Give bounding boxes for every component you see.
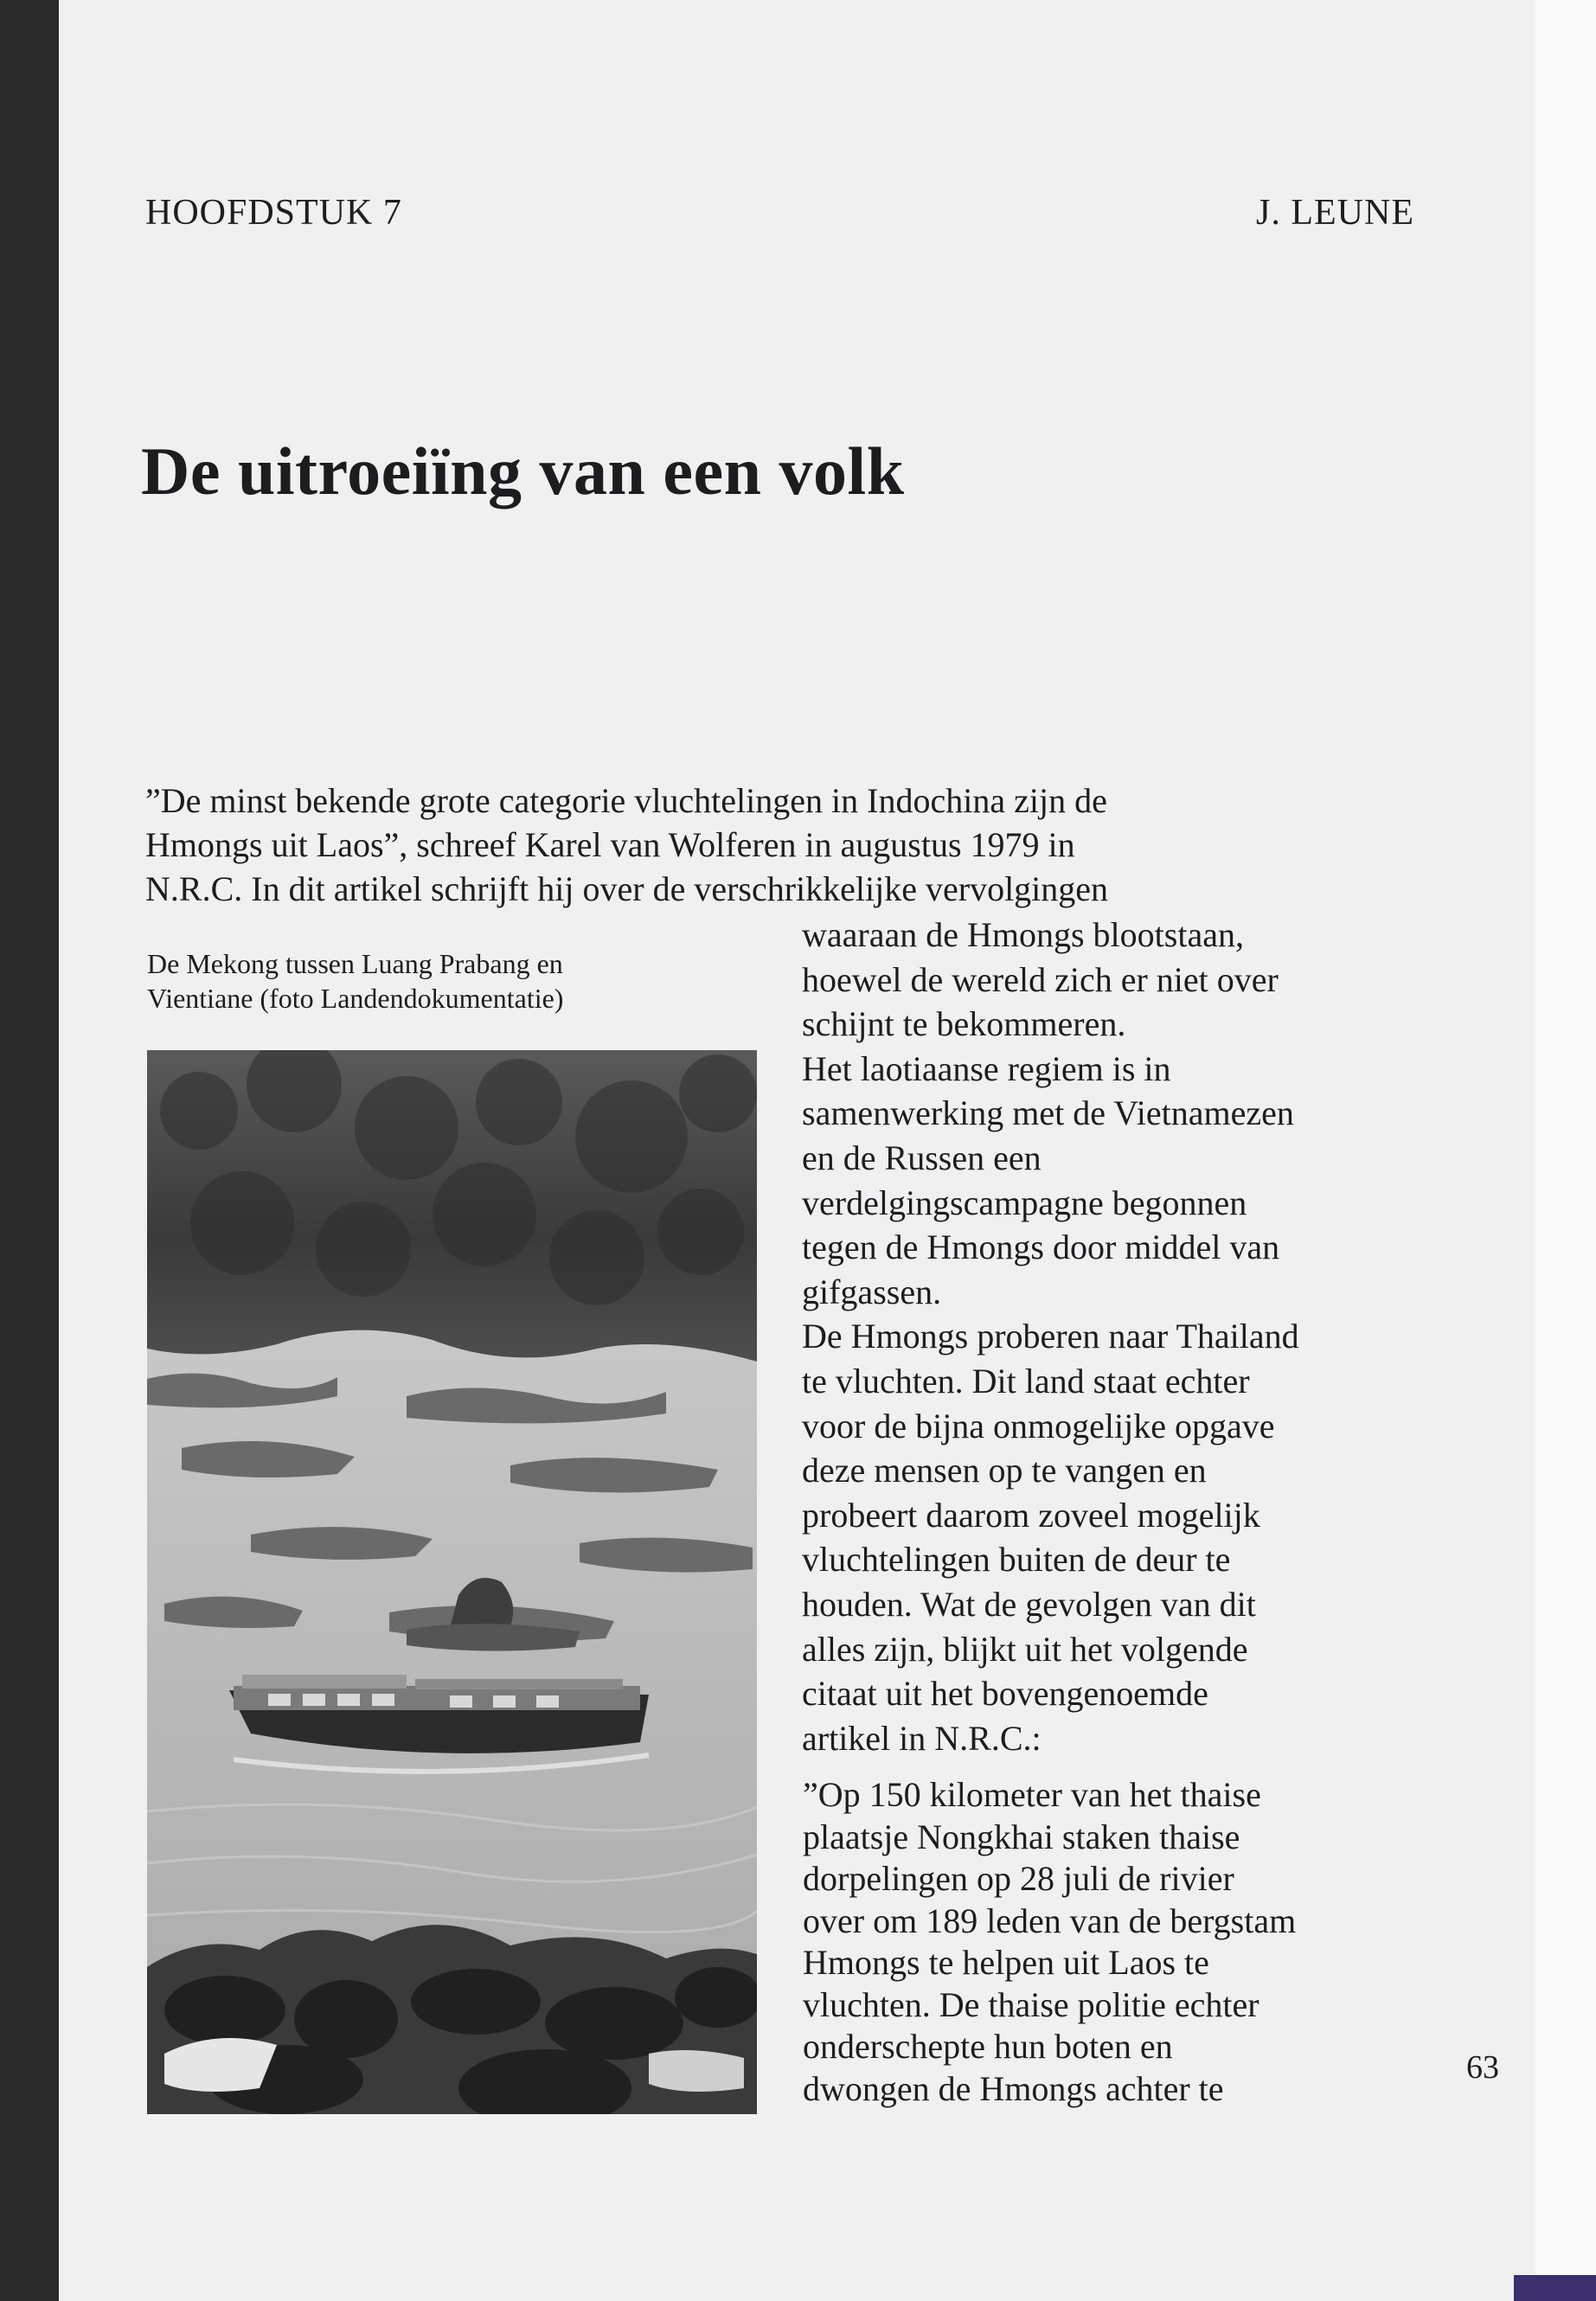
body-line: vluchtelingen buiten de deur te [802,1540,1231,1580]
intro-line: N.R.C. In dit artikel schrijft hij over de verschrikkelijke vervolgingen [145,869,1109,908]
quote-line: onderschepte hun boten en [803,2027,1173,2066]
body-line: voor de bijna onmogelijke opgave [802,1406,1275,1445]
page-number: 63 [1466,2049,1499,2086]
body-line: hoewel de wereld zich er niet over [802,959,1279,999]
book-page [59,0,1535,2301]
article-title: De uitroeiïng van een volk [141,433,905,509]
intro-line: ”De minst bekende grote categorie vluchtelingen in Indochina zijn de [145,781,1107,820]
body-line: artikel in N.R.C.: [802,1718,1042,1758]
body-line: tegen de Hmongs door middel van [802,1227,1280,1267]
quote-line: vluchten. De thaise politie echter [803,1984,1259,2024]
body-line: De Hmongs proberen naar Thailand [802,1317,1299,1356]
quote-line: over om 189 leden van de bergstam [803,1900,1297,1940]
quote-line: dorpelingen op 28 juli de rivier [803,1859,1234,1898]
page-edge [1535,0,1596,2301]
body-line: alles zijn, blijkt uit het volgende [802,1629,1248,1669]
body-line: verdelgingscampagne begonnen [802,1183,1247,1222]
quote-line: plaatsje Nongkhai staken thaise [803,1817,1240,1856]
caption-line: Vientiane (foto Landendokumentatie) [147,983,564,1014]
body-line: citaat uit het bovengenoemde [802,1674,1208,1714]
photo-caption [147,946,563,1016]
mekong-river-photo [147,1050,757,2114]
quote-paragraph [803,1774,1512,2110]
quote-line: dwongen de Hmongs achter te [803,2068,1224,2108]
body-line: probeert daarom zoveel mogelijk [802,1495,1260,1535]
body-line: waaraan de Hmongs blootstaan, [802,915,1244,954]
quote-line: Hmongs te helpen uit Laos te [803,1943,1209,1982]
intro-line: Hmongs uit Laos”, schreef Karel van Wolferen in augustus 1979 in [145,825,1075,864]
body-line: te vluchten. Dit land staat echter [802,1361,1250,1400]
body-line: samenwerking met de Vietnamezen [802,1093,1294,1133]
body-line: Het laotiaanse regiem is in [802,1048,1171,1088]
quote-line: ”Op 150 kilometer van het thaise [803,1775,1261,1814]
book-cover-edge [1514,2275,1596,2301]
author-header: J. LEUNE [1256,193,1414,233]
body-line: houden. Wat de gevolgen van dit [802,1584,1256,1624]
caption-line: De Mekong tussen Luang Prabang en [147,948,563,979]
body-line: en de Russen een [802,1138,1042,1177]
intro-paragraph [145,779,1495,911]
body-line: gifgassen. [802,1272,942,1311]
body-line: schijnt te bekommeren. [802,1004,1126,1044]
body-column [802,913,1511,1760]
body-line: deze mensen op te vangen en [802,1451,1207,1490]
chapter-header: HOOFDSTUK 7 [145,193,402,233]
